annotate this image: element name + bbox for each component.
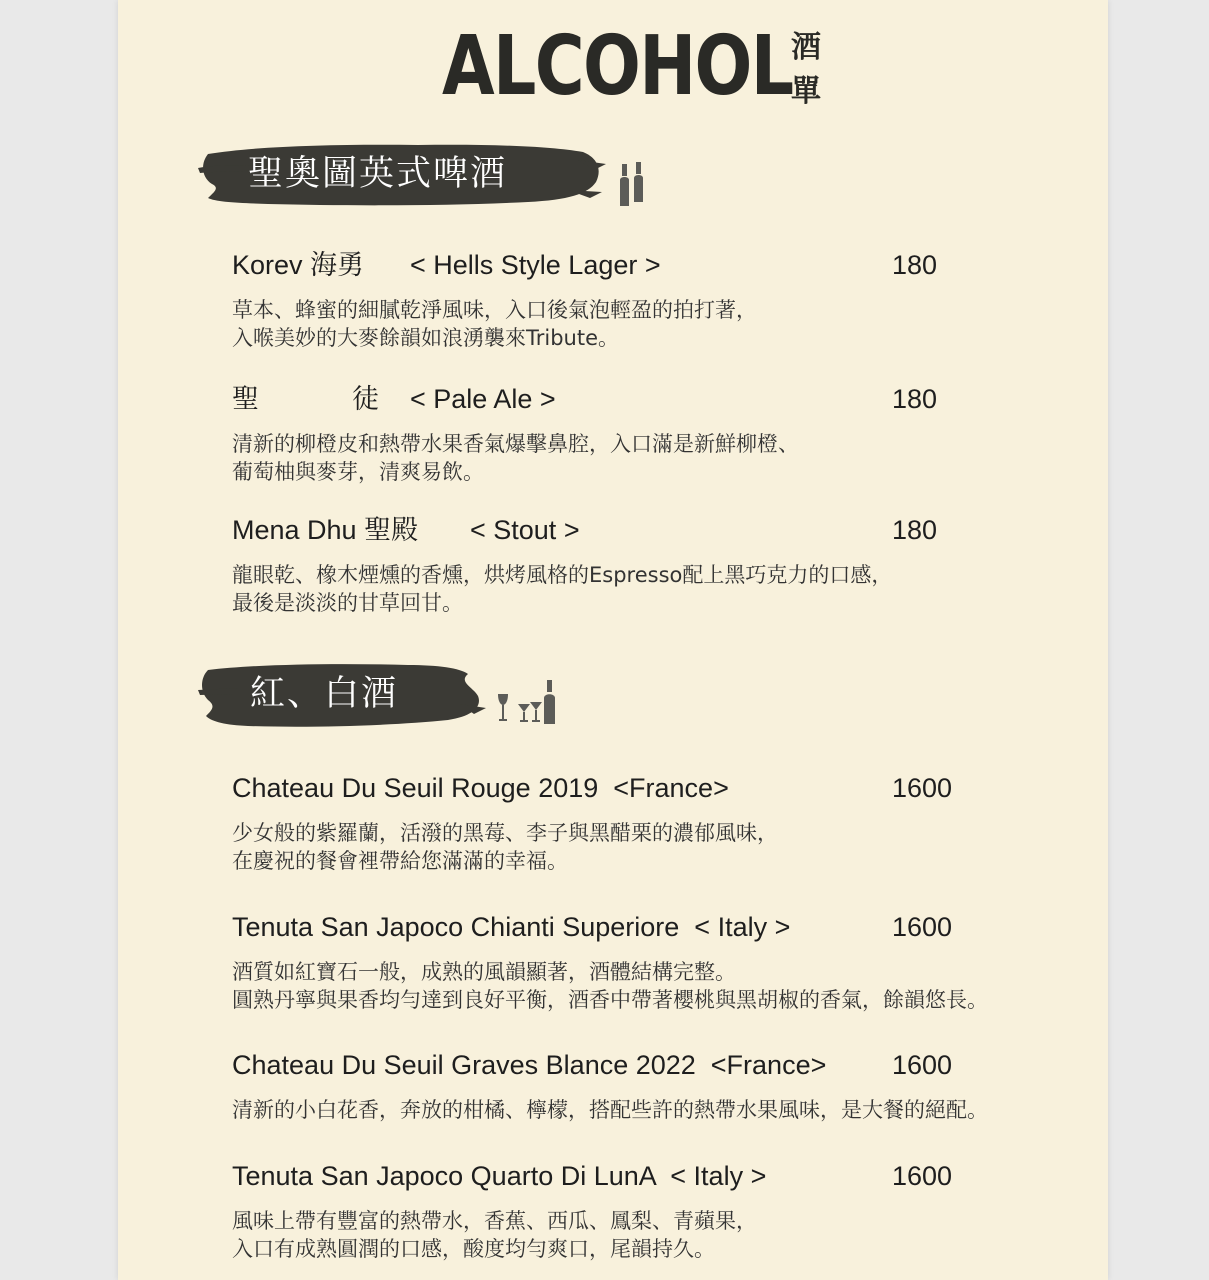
item-name: Chateau Du Seuil Rouge 2019 <France> (232, 773, 729, 803)
item-style: < Stout > (470, 515, 580, 545)
item-name: Tenuta San Japoco Chianti Superiore < Italy > (232, 912, 791, 942)
item-description: 圓熟丹寧與果香均勻達到良好平衡，酒香中帶著櫻桃與黑胡椒的香氣，餘韻悠長。 (232, 988, 988, 1012)
item-price: 1600 (892, 1161, 953, 1191)
item-name-part: 徒 (352, 384, 379, 414)
section-label-wine: 紅、白酒 (250, 674, 399, 714)
item-name: Tenuta San Japoco Quarto Di LunA < Italy > (232, 1161, 767, 1191)
right-margin (1108, 0, 1209, 1280)
item-description: 入口有成熟圓潤的口感，酸度均勻爽口，尾韻持久。 (232, 1237, 715, 1261)
item-style: < Hells Style Lager > (410, 250, 661, 280)
section-header-wine (198, 660, 578, 730)
item-description: 最後是淡淡的甘草回甘。 (232, 591, 463, 615)
item-description: 少女般的紫羅蘭，活潑的黑莓、李子與黑醋栗的濃郁風味， (232, 821, 778, 845)
item-price: 180 (892, 384, 938, 414)
item-price: 1600 (892, 1050, 953, 1080)
item-price: 180 (892, 250, 938, 280)
beer-bottles-icon (618, 162, 652, 208)
item-description: 草本、蜂蜜的細膩乾淨風味，入口後氣泡輕盈的拍打著， (232, 298, 757, 322)
item-description: 龍眼乾、橡木煙燻的香燻，烘烤風格的Espresso配上黑巧克力的口感， (232, 563, 893, 587)
section-label-beer: 聖奧圖英式啤酒 (248, 154, 508, 194)
item-description: 入喉美妙的大麥餘韻如浪湧襲來Tribute。 (232, 326, 620, 350)
page-title: ALCOHOL (442, 19, 793, 114)
item-price: 1600 (892, 912, 953, 942)
page-title-cn: 酒單 (791, 30, 821, 109)
item-price: 180 (892, 515, 938, 545)
item-description: 清新的柳橙皮和熱帶水果香氣爆擊鼻腔，入口滿是新鮮柳橙、 (232, 432, 799, 456)
item-name: Korev 海勇 (232, 250, 365, 280)
item-name: Chateau Du Seuil Graves Blance 2022 <France> (232, 1050, 827, 1080)
item-description: 清新的小白花香，奔放的柑橘、檸檬，搭配些許的熱帶水果風味，是大餐的絕配。 (232, 1098, 988, 1122)
item-name: 聖 (232, 384, 259, 414)
item-price: 1600 (892, 773, 953, 803)
item-description: 在慶祝的餐會裡帶給您滿滿的幸福。 (232, 849, 568, 873)
section-header-beer (198, 140, 658, 210)
item-description: 酒質如紅寶石一般，成熟的風韻顯著，酒體結構完整。 (232, 960, 736, 984)
item-description: 葡萄柚與麥芽，清爽易飲。 (232, 460, 484, 484)
left-margin (0, 0, 118, 1280)
wine-glasses-bottle-icon (496, 680, 558, 726)
item-style: < Pale Ale > (410, 384, 556, 414)
item-description: 風味上帶有豐富的熱帶水，香蕉、西瓜、鳳梨、青蘋果， (232, 1209, 757, 1233)
item-name: Mena Dhu 聖殿 (232, 515, 419, 545)
